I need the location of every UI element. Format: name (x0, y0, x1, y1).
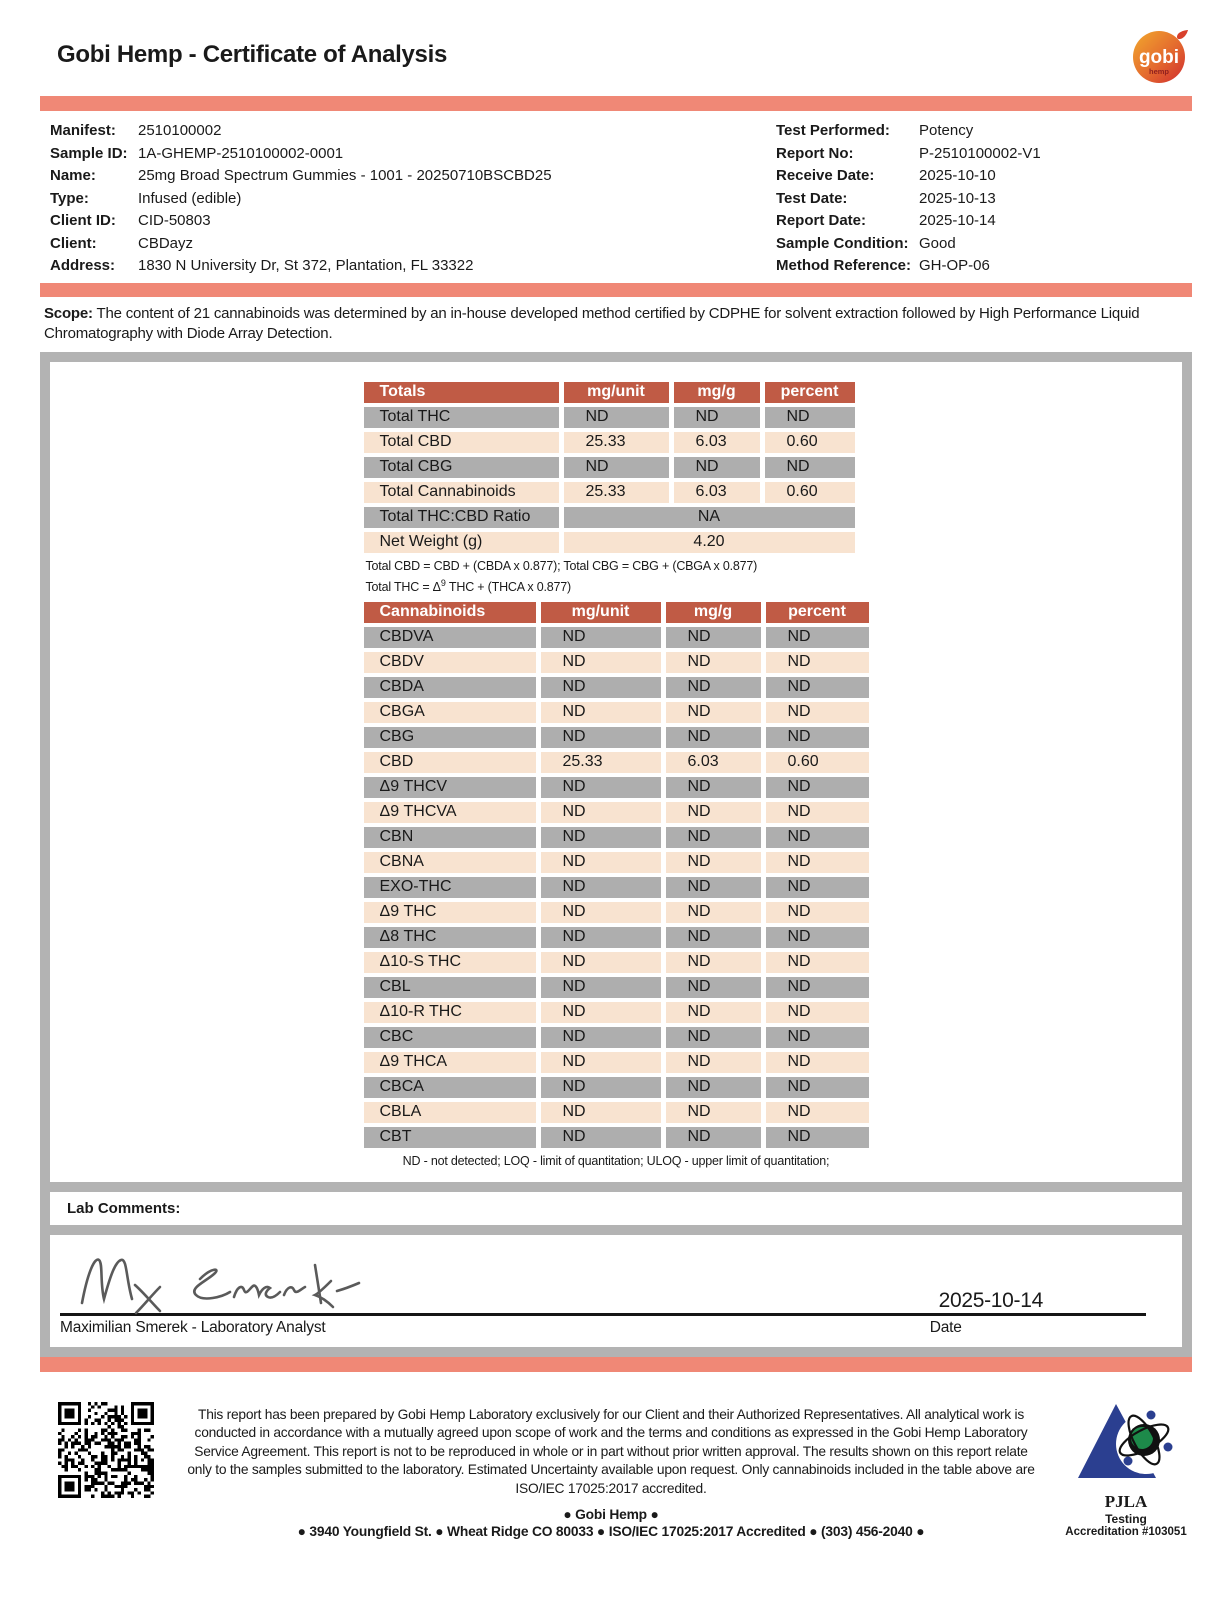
table-cell: ND (666, 1052, 761, 1073)
table-cell: ND (766, 1002, 869, 1023)
cannabinoids-footnote: ND - not detected; LOQ - limit of quantitation; ULOQ - upper limit of quantitation; (402, 1153, 830, 1168)
metadata-row (776, 256, 1192, 277)
column-header: mg/unit (564, 382, 669, 403)
table-cell: 25.33 (564, 482, 669, 503)
table-cell: 0.60 (765, 482, 855, 503)
table-cell: Net Weight (g) (364, 532, 559, 553)
column-header: percent (766, 602, 869, 623)
table-cell: ND (666, 827, 761, 848)
footer-text-block (154, 1390, 1060, 1540)
table-cell: ND (541, 1127, 661, 1148)
table-cell: ND (766, 1102, 869, 1123)
metadata-row (50, 234, 776, 255)
logo-subtext: hemp (1148, 67, 1170, 76)
metadata-value: P-2510100002-V1 (919, 144, 1041, 162)
metadata-value: CBDayz (138, 234, 194, 252)
table-cell: ND (541, 1002, 661, 1023)
table-row (364, 977, 869, 998)
table-cell: ND (766, 1127, 869, 1148)
metadata-row (50, 211, 776, 232)
table-cell: CBN (364, 827, 536, 848)
metadata-label: Client: (50, 234, 97, 252)
table-cell: ND (666, 802, 761, 823)
pjla-logo (1072, 1400, 1180, 1486)
metadata-row (50, 189, 776, 210)
table-cell: CBD (364, 752, 536, 773)
analyst-name: Maximilian Smerek - Laboratory Analyst (60, 1318, 326, 1336)
pjla-testing: Testing (1105, 1511, 1147, 1526)
signature-handwriting (72, 1245, 372, 1317)
metadata-label: Test Date: (776, 189, 848, 207)
table-cell: ND (541, 877, 661, 898)
table-cell: CBGA (364, 702, 536, 723)
metadata-value: 2025-10-10 (919, 167, 996, 184)
table-row (364, 827, 869, 848)
scope-text: The content of 21 cannabinoids was determined by an in-house developed method certified by CDPHE for solvent extraction followed by High Performance Liquid Chromatography with Diode Array Detection. (44, 304, 1140, 342)
table-cell: ND (766, 652, 869, 673)
table-cell: ND (666, 977, 761, 998)
table-cell: ND (766, 927, 869, 948)
divider-bar-bottom (40, 1357, 1192, 1372)
table-cell: ND (666, 852, 761, 873)
table-cell: CBDA (364, 677, 536, 698)
table-cell: ND (564, 407, 669, 428)
table-cell: ND (666, 627, 761, 648)
table-cell: ND (541, 952, 661, 973)
table-row (364, 877, 869, 898)
metadata-value: Potency (919, 122, 974, 139)
table-cell: ND (765, 407, 855, 428)
table-cell: ND (541, 777, 661, 798)
metadata-label: Sample Condition: (776, 234, 909, 252)
table-cell: Total CBD (364, 432, 559, 453)
table-cell: ND (766, 727, 869, 748)
table-cell: ND (541, 1077, 661, 1098)
table-cell: ND (766, 627, 869, 648)
table-cell: ND (766, 1027, 869, 1048)
table-cell: Total Cannabinoids (364, 482, 559, 503)
scope-label: Scope: (44, 304, 93, 322)
table-cell: 25.33 (541, 752, 661, 773)
column-header: Totals (364, 382, 559, 403)
table-row (364, 1027, 869, 1048)
table-cell: CBG (364, 727, 536, 748)
table-cell: ND (666, 877, 761, 898)
metadata-label: Receive Date: (776, 167, 875, 184)
table-cell: CBC (364, 1027, 536, 1048)
metadata-value: Good (919, 234, 956, 252)
table-row (364, 507, 855, 528)
table-cell: CBDVA (364, 627, 536, 648)
table-cell: 0.60 (766, 752, 869, 773)
table-cell: ND (541, 927, 661, 948)
table-row (364, 902, 869, 923)
metadata-label: Name: (50, 167, 96, 184)
table-row (364, 627, 869, 648)
table-row (364, 927, 869, 948)
table-row (364, 1102, 869, 1123)
disclaimer-text: This report has been prepared by Gobi Hemp Laboratory exclusively for our Client and their Authorized Representatives. All analytical work is conducted in accordance with a mutually agreed upon scope of work and the terms and conditions as expressed in the Gobi Hemp Laboratory Service Agreement. This report is not to be reproduced in whole or in part without prior written approval. The results shown on this report relate only to the samples submitted to the laboratory. Estimated Uncertainty available upon request. Only cannabinoids included in the table above are ISO/IEC 17025:2017 accredited. (187, 1406, 1035, 1496)
table-cell: ND (666, 1127, 761, 1148)
pjla-name: PJLA (1104, 1491, 1148, 1511)
table-cell: ND (766, 977, 869, 998)
table-cell: Δ9 THCA (364, 1052, 536, 1073)
signature-date: 2025-10-14 (938, 1288, 1043, 1312)
table-cell: CBNA (364, 852, 536, 873)
column-header: mg/unit (541, 602, 661, 623)
table-cell: ND (766, 877, 869, 898)
table-cell: Δ9 THCVA (364, 802, 536, 823)
table-cell: CBL (364, 977, 536, 998)
leaf-icon (1177, 30, 1188, 39)
table-cell: ND (666, 927, 761, 948)
metadata-value: 2025-10-13 (919, 189, 996, 207)
table-row (364, 457, 855, 478)
tables-wrapper (359, 378, 874, 1168)
table-row (364, 952, 869, 973)
metadata-label: Sample ID: (50, 144, 128, 162)
totals-table (359, 378, 860, 557)
table-cell: ND (674, 457, 760, 478)
table-cell: ND (541, 827, 661, 848)
table-cell: ND (541, 1027, 661, 1048)
column-header: Cannabinoids (364, 602, 536, 623)
totals-footnote-1: Total CBD = CBD + (CBDA x 0.877); Total CBG = CBG + (CBGA x 0.877) (365, 558, 758, 573)
table-row (364, 727, 869, 748)
table-row (364, 432, 855, 453)
metadata-value: CID-50803 (138, 212, 211, 229)
pjla-accreditation-number: Accreditation #103051 (1065, 1525, 1187, 1538)
table-row (364, 777, 869, 798)
table-cell: ND (666, 677, 761, 698)
signature-section (50, 1235, 1182, 1347)
table-cell: Δ10-R THC (364, 1002, 536, 1023)
metadata-row (776, 121, 1192, 142)
metadata-row (50, 144, 776, 165)
results-frame (40, 352, 1192, 1357)
cannabinoids-table (359, 598, 874, 1152)
results-tables-section (50, 362, 1182, 1182)
table-cell: ND (564, 457, 669, 478)
address-line: ● 3940 Youngfield St. ● Wheat Ridge CO 80033 ● ISO/IEC 17025:2017 Accredited ● (303) 456-2040 ● (297, 1524, 925, 1540)
table-row (364, 702, 869, 723)
table-row (364, 852, 869, 873)
table-cell-merged: 4.20 (564, 532, 855, 553)
table-cell: Total THC (364, 407, 559, 428)
metadata-row (50, 256, 776, 277)
metadata-row (776, 166, 1192, 187)
table-row (364, 407, 855, 428)
table-cell: ND (541, 1052, 661, 1073)
table-cell: Δ9 THCV (364, 777, 536, 798)
totals-footnote-2: Total THC = $\Delta^9$ THC + (THCA x 0.877) (365, 577, 572, 594)
table-row (364, 1052, 869, 1073)
table-cell: ND (541, 802, 661, 823)
table-cell: 25.33 (564, 432, 669, 453)
report-header (40, 0, 1192, 96)
lab-comments-section (50, 1192, 1182, 1225)
metadata-value: 25mg Broad Spectrum Gummies - 1001 - 20250710BSCBD25 (138, 167, 552, 184)
table-cell: Δ9 THC (364, 902, 536, 923)
table-cell: ND (666, 1077, 761, 1098)
divider-bar-scope (40, 283, 1192, 297)
metadata-row (776, 234, 1192, 255)
table-cell: ND (541, 977, 661, 998)
company-line: ● Gobi Hemp ● (563, 1507, 659, 1523)
table-cell: ND (666, 702, 761, 723)
table-cell: ND (541, 902, 661, 923)
table-cell: CBT (364, 1127, 536, 1148)
table-cell: ND (766, 802, 869, 823)
page-title: Gobi Hemp - Certificate of Analysis (57, 41, 448, 68)
metadata-label: Client ID: (50, 212, 116, 229)
metadata-value: 1830 N University Dr, St 372, Plantation, FL 33322 (138, 257, 474, 274)
metadata-label: Test Performed: (776, 122, 890, 139)
scope-statement (40, 297, 1192, 352)
table-cell: ND (541, 652, 661, 673)
table-row (364, 802, 869, 823)
table-cell: ND (766, 952, 869, 973)
metadata-value: 2025-10-14 (919, 212, 996, 229)
cannabinoids-table-header (364, 602, 869, 623)
metadata-label: Manifest: (50, 122, 116, 139)
table-cell: ND (766, 1077, 869, 1098)
table-cell: ND (766, 702, 869, 723)
table-cell: ND (766, 777, 869, 798)
column-header: mg/g (666, 602, 761, 623)
metadata-row (50, 121, 776, 142)
table-cell: ND (766, 827, 869, 848)
table-row (364, 677, 869, 698)
table-cell: ND (666, 652, 761, 673)
table-cell: ND (766, 852, 869, 873)
table-row (364, 1077, 869, 1098)
table-cell: ND (541, 852, 661, 873)
metadata-row (776, 189, 1192, 210)
report-footer (40, 1390, 1192, 1540)
table-cell: Total THC:CBD Ratio (364, 507, 559, 528)
metadata-right-column (776, 121, 1192, 277)
table-row (364, 752, 869, 773)
table-cell-merged: NA (564, 507, 855, 528)
column-header: percent (765, 382, 855, 403)
table-cell: ND (541, 1102, 661, 1123)
table-cell: ND (541, 702, 661, 723)
table-cell: ND (666, 1002, 761, 1023)
metadata-label: Report Date: (776, 212, 867, 229)
sample-metadata (40, 111, 1192, 283)
table-row (364, 652, 869, 673)
metadata-row (776, 144, 1192, 165)
table-cell: ND (666, 777, 761, 798)
table-cell: ND (541, 677, 661, 698)
qr-code (58, 1402, 154, 1498)
table-cell: CBLA (364, 1102, 536, 1123)
table-cell: Total CBG (364, 457, 559, 478)
table-cell: ND (541, 627, 661, 648)
table-cell: ND (666, 727, 761, 748)
table-cell: Δ8 THC (364, 927, 536, 948)
table-cell: Δ10-S THC (364, 952, 536, 973)
date-label: Date (929, 1318, 962, 1336)
logo-text: gobi (1138, 47, 1180, 68)
table-cell: CBDV (364, 652, 536, 673)
column-header: mg/g (674, 382, 760, 403)
metadata-label: Report No: (776, 144, 854, 162)
table-cell: ND (674, 407, 760, 428)
metadata-value: GH-OP-06 (919, 257, 990, 274)
signature-row (60, 1241, 1168, 1313)
table-cell: EXO-THC (364, 877, 536, 898)
table-cell: ND (766, 677, 869, 698)
table-cell: 6.03 (674, 432, 760, 453)
table-cell: 6.03 (674, 482, 760, 503)
table-cell: ND (765, 457, 855, 478)
table-row (364, 1127, 869, 1148)
table-cell: CBCA (364, 1077, 536, 1098)
gobi-hemp-logo (1126, 22, 1192, 88)
metadata-value: 2510100002 (138, 122, 222, 139)
metadata-value: 1A-GHEMP-2510100002-0001 (138, 144, 344, 162)
totals-table-header (364, 382, 855, 403)
table-cell: ND (541, 727, 661, 748)
metadata-label: Address: (50, 257, 116, 274)
table-row (364, 482, 855, 503)
table-row (364, 532, 855, 553)
table-cell: ND (766, 1052, 869, 1073)
metadata-label: Type: (50, 189, 89, 207)
metadata-value: Infused (edible) (138, 189, 242, 207)
lab-comments-label: Lab Comments: (67, 1199, 181, 1217)
metadata-left-column (50, 121, 776, 277)
table-cell: ND (666, 1102, 761, 1123)
table-cell: ND (666, 1027, 761, 1048)
table-cell: ND (666, 952, 761, 973)
table-cell: 6.03 (666, 752, 761, 773)
table-row (364, 1002, 869, 1023)
table-cell: ND (766, 902, 869, 923)
divider-bar-top (40, 96, 1192, 111)
table-cell: 0.60 (765, 432, 855, 453)
signature-names-row (60, 1316, 1168, 1337)
table-cell: ND (666, 902, 761, 923)
metadata-row (776, 211, 1192, 232)
pjla-accreditation-block (1060, 1400, 1192, 1538)
metadata-label: Method Reference: (776, 257, 912, 274)
metadata-row (50, 166, 776, 187)
